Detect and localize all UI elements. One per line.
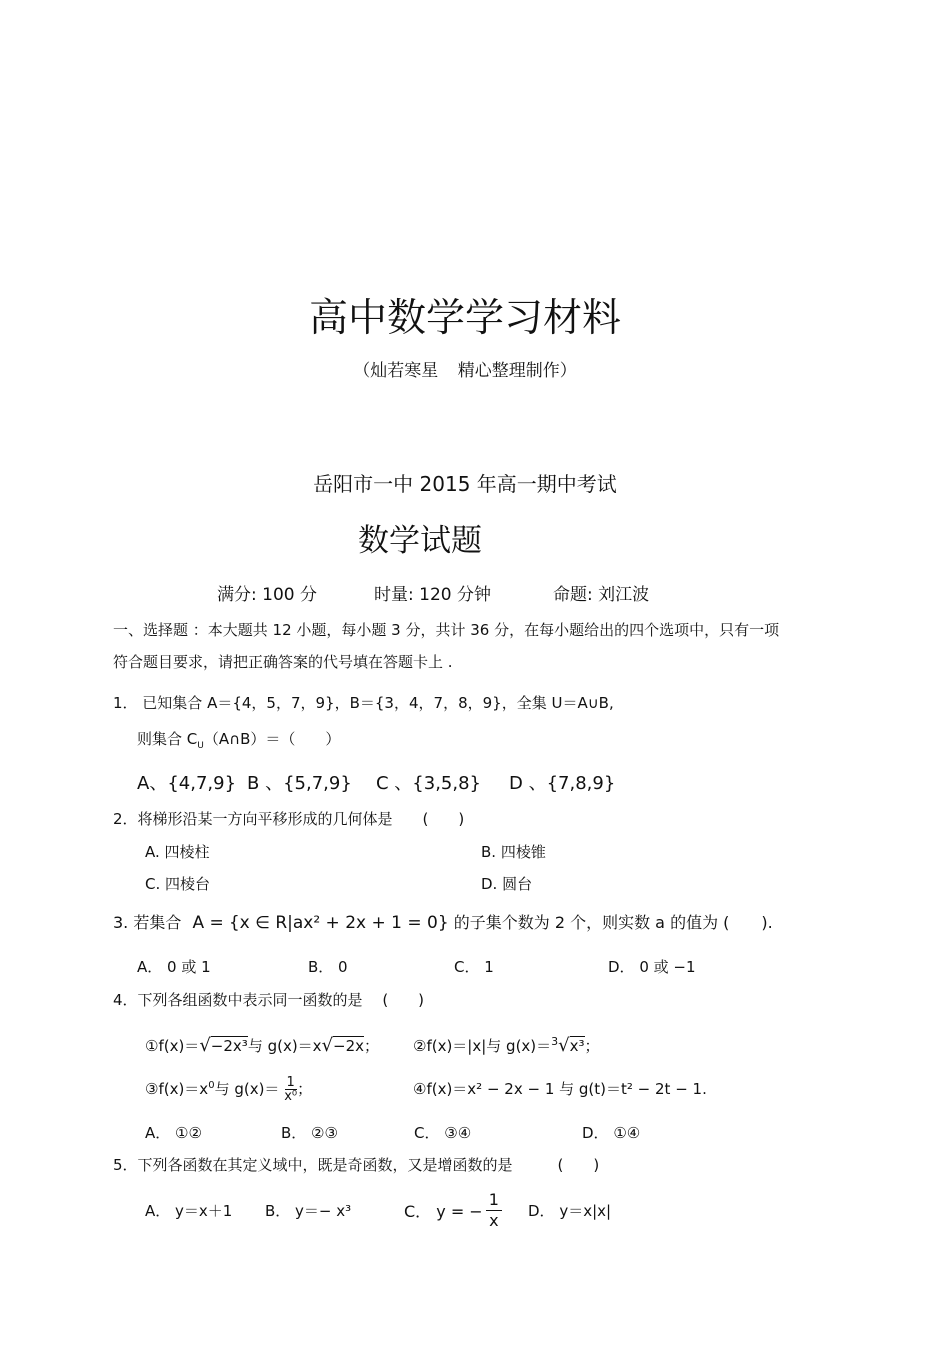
- q5-option-c: [404, 1190, 502, 1231]
- q4-option-d: D． ①④: [582, 1124, 641, 1142]
- q5-option-c-fraction: [486, 1190, 502, 1231]
- subject-title: 数学试题: [358, 523, 482, 559]
- q5-option-b: B． y＝− x³: [265, 1202, 352, 1220]
- q4-item3-denominator: x⁰: [284, 1089, 298, 1104]
- q5-option-c-denominator: x: [489, 1211, 499, 1230]
- q2-stem: 2．将梯形沿某一方向平移形成的几何体是 ( ): [113, 810, 465, 828]
- q4-stem: 4．下列各组函数中表示同一函数的是 ( ): [113, 991, 425, 1009]
- meta-time: 时量: 120 分钟: [374, 585, 491, 605]
- q4-item-2: [413, 1035, 600, 1056]
- q3-option-a: A． 0 或 1: [137, 958, 211, 976]
- q2-option-b: B. 四棱锥: [481, 843, 546, 861]
- q3-prefix: 3. 若集合: [113, 913, 182, 932]
- q1-complement-subscript: U: [197, 741, 204, 751]
- q4-item2-radicand: x³: [569, 1037, 585, 1055]
- meta-score: 满分: 100 分: [217, 585, 317, 605]
- q4-item1-radicand2: −2x: [333, 1037, 365, 1055]
- q3-set-definition: {x ∈ R|ax² + 2x + 1 = 0}: [228, 913, 449, 933]
- q4-item-3: [145, 1076, 312, 1103]
- q4-item3-f: ③f(x)＝x: [145, 1080, 209, 1098]
- q4-option-a: A． ①②: [145, 1124, 202, 1142]
- q5-option-a: A． y＝x＋1: [145, 1202, 233, 1220]
- q4-item-1: [145, 1035, 379, 1056]
- q1-option-a: A、{4,7,9}: [137, 773, 237, 794]
- document-subtitle: （灿若寒星 精心整理制作）: [353, 361, 577, 381]
- q4-option-c: C． ③④: [414, 1124, 472, 1142]
- exam-heading: 岳阳市一中 2015 年高一期中考试: [313, 472, 617, 496]
- q4-item-4: ④f(x)＝x² − 2x − 1 与 g(t)＝t² − 2t − 1.: [413, 1080, 707, 1098]
- q4-item3-exponent: 0: [208, 1080, 215, 1091]
- q1-stem: 1． 已知集合 A＝{4，5，7，9}，B＝{3，4，7，8，9}，全集 U＝A∪B,: [113, 694, 614, 712]
- section-instructions-line2: 符合题目要求，请把正确答案的代号填在答题卡上 .: [113, 653, 453, 671]
- q1-stem-line2: [137, 728, 340, 751]
- q4-item1-radicand: −2x³: [210, 1037, 248, 1055]
- q2-option-d: D. 圆台: [481, 875, 533, 893]
- q3-stem: [113, 910, 773, 933]
- q3-set-name: A =: [192, 913, 224, 933]
- q5-option-c-numerator: 1: [486, 1190, 502, 1211]
- q2-option-c: C. 四棱台: [145, 875, 211, 893]
- q4-item2-root-index: 3: [551, 1035, 559, 1048]
- q1-complement-rest: （A∩B）＝（ ）: [203, 730, 341, 748]
- q3-option-d: D． 0 或 −1: [608, 958, 696, 976]
- q5-option-d: D． y＝x|x|: [528, 1202, 612, 1220]
- q3-suffix: 的子集个数为 2 个，则实数 a 的值为 ( ).: [453, 913, 773, 932]
- q5-stem: 5．下列各函数在其定义域中，既是奇函数，又是增函数的是 ( ): [113, 1156, 600, 1174]
- q4-item3-end: ；: [297, 1080, 313, 1098]
- sqrt-icon: √: [558, 1035, 570, 1056]
- q4-item1-end: ；: [364, 1037, 380, 1055]
- q4-item2-text: ②f(x)＝|x|与 g(x)＝: [413, 1037, 552, 1055]
- sqrt-icon: √: [321, 1035, 334, 1056]
- meta-author: 命题: 刘江波: [553, 585, 650, 605]
- section-instructions-line1: 一、选择题 ：本大题共 12 小题，每小题 3 分，共计 36 分，在每小题给出的四个选项中，只有一项: [113, 621, 780, 639]
- q1-complement-label: 则集合 C: [137, 730, 198, 748]
- q3-option-c: C． 1: [454, 958, 494, 976]
- q2-option-a: A. 四棱柱: [145, 843, 210, 861]
- document-title: 高中数学学习材料: [308, 296, 621, 341]
- q1-option-c: C 、{3,5,8}: [376, 773, 481, 794]
- q4-item3-fraction: [284, 1076, 297, 1103]
- sqrt-icon: √: [199, 1035, 211, 1056]
- q4-item1-f: ①f(x)＝: [145, 1037, 200, 1055]
- q3-option-b: B． 0: [308, 958, 348, 976]
- q4-item3-numerator: 1: [286, 1075, 295, 1090]
- q4-item3-g: 与 g(x)＝: [214, 1080, 280, 1098]
- q5-option-c-prefix: C． y = −: [404, 1202, 483, 1221]
- q1-option-d: D 、{7,8,9}: [509, 773, 616, 794]
- q4-item2-end: ；: [584, 1037, 600, 1055]
- q1-option-b: B 、{5,7,9}: [247, 773, 352, 794]
- q4-item1-g: 与 g(x)＝x: [247, 1037, 322, 1055]
- q4-option-b: B． ②③: [281, 1124, 338, 1142]
